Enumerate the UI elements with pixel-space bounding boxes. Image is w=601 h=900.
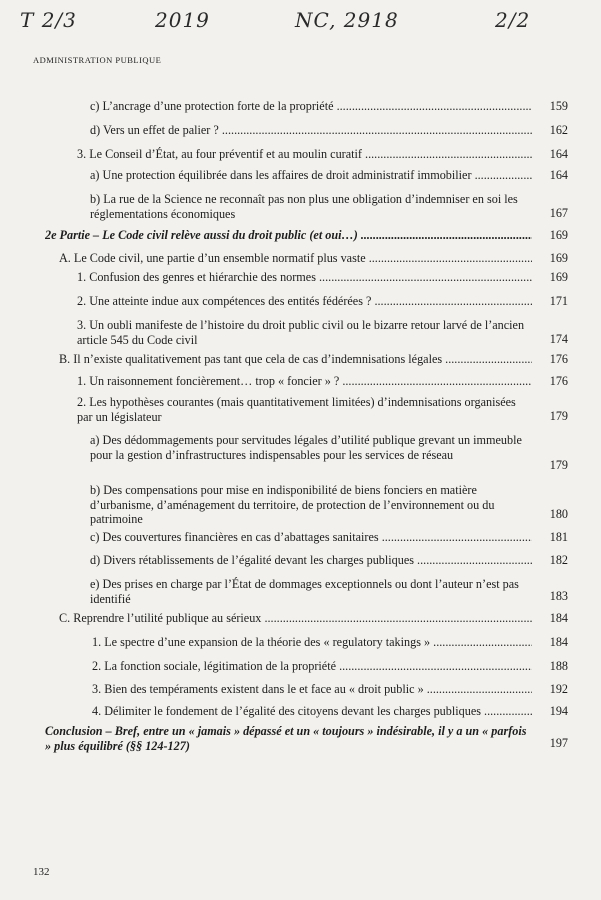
toc-entry-title: e) Des prises en charge par l’État de dommages exceptionnels ou dont l’auteur n’est pas identifié — [90, 577, 519, 606]
toc-entry-title: c) Des couvertures financières en cas d’abattages sanitaires ..... — [90, 530, 532, 545]
toc-entry-page: 169 — [549, 270, 568, 284]
toc-entry-title: c) L’ancrage d’une protection forte de la propriété ..... — [90, 99, 532, 114]
toc-entry-page: 176 — [549, 352, 568, 366]
toc-entry-title: d) Vers un effet de palier ? ..... — [90, 123, 532, 138]
handwritten-note-1: T 2/3 — [20, 8, 77, 32]
toc-entry-page: 179 — [549, 409, 568, 423]
toc-entry-page: 188 — [549, 659, 568, 673]
toc-entry-page: 180 — [549, 507, 568, 521]
toc-entry-page: 167 — [549, 206, 568, 220]
toc-entry-title: C. Reprendre l’utilité publique au sérieux ..... — [59, 611, 532, 626]
toc-entry-page: 159 — [549, 99, 568, 113]
toc-entry-page: 171 — [549, 294, 568, 308]
toc-entry-page: 176 — [549, 374, 568, 388]
toc-entry-page: 192 — [549, 682, 568, 696]
toc-entry-title: 1. Confusion des genres et hiérarchie des normes ..... — [77, 270, 532, 285]
handwritten-note-3: NC, 2918 — [295, 8, 399, 32]
toc-entry-title: b) La rue de la Science ne reconnaît pas non plus une obligation d’indemniser en soi les réglementations économiques — [90, 192, 518, 221]
page-number: 132 — [33, 866, 50, 878]
toc-entry-page: 179 — [549, 458, 568, 472]
toc-entry-title: a) Une protection équilibrée dans les affaires de droit administratif immobilier ..... — [90, 168, 532, 183]
toc-entry-title: 4. Délimiter le fondement de l’égalité des citoyens devant les charges publiques ..... — [92, 704, 532, 719]
toc-entry-page: 183 — [549, 589, 568, 603]
toc-entry-page: 169 — [549, 251, 568, 265]
toc-entry-title: B. Il n’existe qualitativement pas tant que cela de cas d’indemnisations légales ..... — [59, 352, 532, 367]
toc-entry-title: 2. La fonction sociale, légitimation de la propriété ..... — [92, 659, 532, 674]
toc-entry-title: 2. Les hypothèses courantes (mais quantitativement limitées) d’indemnisations organisées par un législateur — [77, 395, 516, 424]
toc-entry-page: 169 — [549, 228, 568, 242]
toc-entry-title: 3. Un oubli manifeste de l’histoire du droit public civil ou le bizarre retour larvé de l’ancien article 545 du Code civil — [77, 318, 525, 347]
toc-entry-page: 174 — [549, 332, 568, 346]
toc-entry-page: 164 — [549, 147, 568, 161]
toc-entry-title: 3. Le Conseil d’État, au four préventif et au moulin curatif ..... — [77, 147, 532, 162]
toc-entry-page: 184 — [549, 635, 568, 649]
toc-entry-title: d) Divers rétablissements de l’égalité devant les charges publiques ..... — [90, 553, 532, 568]
toc-entry-page: 181 — [549, 530, 568, 544]
toc-entry-page: 197 — [549, 736, 568, 750]
toc-entry-page: 164 — [549, 168, 568, 182]
toc-entry-title: b) Des compensations pour mise en indisponibilité de biens fonciers en matière d’urbanisme, d’aménagement du territoire, de protection de l’environnement ou du patrimoine — [90, 483, 495, 526]
toc-entry-title: a) Des dédommagements pour servitudes légales d’utilité publique grevant un immeuble pour la gestion d’infrastructures indispensables pour les services de réseau — [90, 433, 522, 462]
toc-entry-title: A. Le Code civil, une partie d’un ensemble normatif plus vaste ..... — [59, 251, 532, 266]
toc-entry-page: 182 — [549, 553, 568, 567]
toc-entry-page: 162 — [549, 123, 568, 137]
running-head: ADMINISTRATION PUBLIQUE — [33, 55, 162, 65]
handwritten-note-2: 2019 — [155, 8, 210, 32]
handwritten-note-4: 2/2 — [495, 8, 531, 32]
toc-entry-page: 184 — [549, 611, 568, 625]
toc-entry-title: 3. Bien des tempéraments existent dans le et face au « droit public » ..... — [92, 682, 532, 697]
toc-part-title: 2e Partie – Le Code civil relève aussi du droit public (et oui…) ..... — [45, 228, 532, 243]
toc-entry-title: 2. Une atteinte indue aux compétences des entités fédérées ? ..... — [77, 294, 532, 309]
toc-entry-title: 1. Un raisonnement foncièrement… trop « foncier » ? ..... — [77, 374, 532, 389]
toc-entry-page: 194 — [549, 704, 568, 718]
toc-entry-title: 1. Le spectre d’une expansion de la théorie des « regulatory takings » ..... — [92, 635, 532, 650]
toc-conclusion-title: Conclusion – Bref, entre un « jamais » dépassé et un « toujours » indésirable, il y a un « parfois » plus équilibré (§§ 124-127) — [45, 724, 527, 753]
